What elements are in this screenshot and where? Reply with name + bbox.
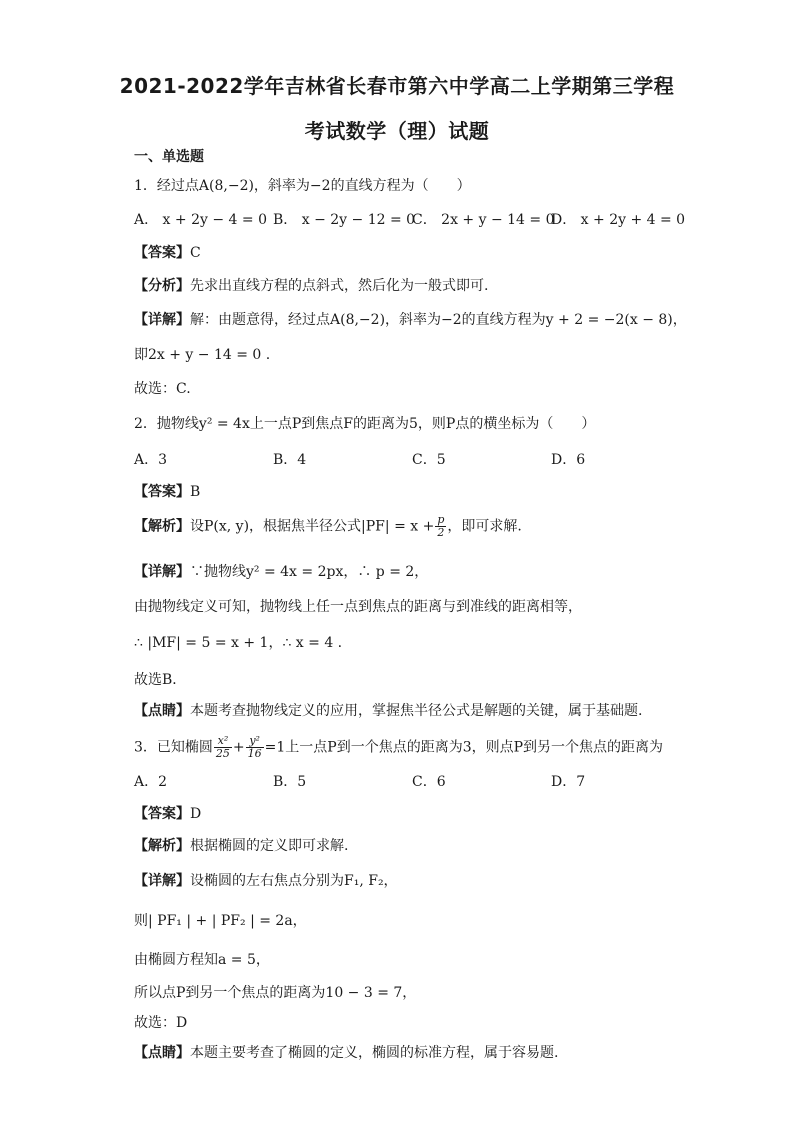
q1-stem: 1．经过点A(8,−2)，斜率为−2的直线方程为（ ） — [134, 178, 471, 194]
q1-option-d: D． x + 2y + 4 = 0 — [551, 212, 686, 228]
fraction-denominator: 16 — [247, 747, 262, 760]
answer-tag: 【答案】 — [134, 484, 190, 500]
comment-tag: 【点睛】 — [134, 703, 190, 719]
fraction-denominator: 2 — [437, 526, 445, 539]
q3-detail-2: 则| PF₁ | + | PF₂ | = 2a， — [134, 913, 307, 929]
analysis-text: 根据椭圆的定义即可求解. — [190, 838, 349, 854]
answer-tag: 【答案】 — [134, 806, 190, 822]
title-line-1: 2021-2022学年吉林省长春市第六中学高二上学期第三学程 — [119, 74, 675, 98]
q3-stem-post: =1上一点P到一个焦点的距离为3，则点P到另一个焦点的距离为 — [264, 739, 664, 756]
answer-tag: 【答案】 — [134, 245, 190, 261]
q2-option-b: B．4 — [273, 452, 307, 468]
comment-tag: 【点睛】 — [134, 1045, 190, 1061]
q2-analysis — [134, 514, 694, 539]
q2-stem: 2．抛物线y² = 4x上一点P到焦点F的距离为5，则P点的横坐标为（ ） — [134, 416, 596, 432]
plus-sign: + — [232, 739, 245, 756]
q3-detail-3: 由椭圆方程知a = 5， — [134, 952, 270, 968]
fraction-numerator: y² — [246, 735, 264, 748]
q1-choice: 故选：C. — [134, 381, 191, 397]
q3-choice: 故选：D — [134, 1015, 188, 1031]
q2-choice: 故选B． — [134, 672, 187, 688]
detail-text: ∵抛物线y² = 4x = 2px，∴ p = 2， — [190, 564, 429, 580]
answer-value: D — [190, 806, 202, 822]
q3-option-d: D．7 — [551, 774, 586, 790]
analysis-tag: 【解析】 — [134, 838, 190, 854]
title-line-2: 考试数学（理）试题 — [304, 119, 490, 143]
q2-detail-1 — [134, 562, 694, 582]
fraction-p-over-2 — [435, 514, 446, 539]
q3-comment — [134, 1043, 694, 1063]
detail-text: 解：由题意得，经过点A(8,−2)，斜率为−2的直线方程为y + 2 = −2(x − 8)， — [190, 312, 687, 328]
analysis-tag: 【分析】 — [134, 278, 190, 294]
detail-tag: 【详解】 — [134, 873, 190, 889]
q1-detail-2: 即2x + y − 14 = 0 . — [134, 347, 271, 363]
answer-value: B — [190, 484, 201, 500]
q1-option-c: C． 2x + y − 14 = 0 — [412, 212, 555, 228]
q3-analysis — [134, 836, 694, 856]
comment-text: 本题考查抛物线定义的应用，掌握焦半径公式是解题的关键，属于基础题. — [190, 703, 643, 719]
analysis-text-post: ，即可求解. — [447, 518, 522, 535]
analysis-tag: 【解析】 — [134, 518, 190, 535]
fraction-x2-over-25 — [214, 735, 232, 760]
q1-answer — [134, 243, 694, 263]
detail-tag: 【详解】 — [134, 312, 190, 328]
q3-option-a: A．2 — [134, 774, 168, 790]
q3-stem-pre: 3．已知椭圆 — [134, 739, 213, 756]
comment-text: 本题主要考查了椭圆的定义，椭圆的标准方程，属于容易题. — [190, 1045, 559, 1061]
q2-detail-2: 由抛物线定义可知，抛物线上任一点到焦点的距离与到准线的距离相等， — [134, 599, 582, 615]
q2-option-d: D．6 — [551, 452, 586, 468]
q1-detail-1 — [134, 310, 694, 330]
detail-tag: 【详解】 — [134, 564, 190, 580]
q2-option-a: A．3 — [134, 452, 168, 468]
q3-answer — [134, 804, 694, 824]
q2-comment — [134, 701, 694, 721]
q1-option-b: B． x − 2y − 12 = 0 — [273, 212, 416, 228]
fraction-numerator: x² — [214, 735, 232, 748]
fraction-denominator: 25 — [215, 747, 230, 760]
q3-option-b: B．5 — [273, 774, 307, 790]
fraction-numerator: p — [437, 513, 445, 526]
q3-detail-1 — [134, 871, 694, 891]
q3-option-c: C．6 — [412, 774, 446, 790]
fraction-y2-over-16 — [246, 735, 264, 760]
q2-answer — [134, 482, 694, 502]
q1-analysis — [134, 276, 694, 296]
answer-value: C — [190, 245, 201, 261]
q3-detail-4: 所以点P到另一个焦点的距离为10 − 3 = 7， — [134, 985, 417, 1001]
q2-option-c: C．5 — [412, 452, 446, 468]
q1-option-a: A． x + 2y − 4 = 0 — [134, 212, 267, 228]
section-heading: 一、单选题 — [134, 149, 204, 165]
q2-detail-3: ∴ |MF| = 5 = x + 1，∴ x = 4 . — [134, 635, 343, 651]
analysis-text-pre: 设P(x, y)，根据焦半径公式|PF| = x + — [190, 518, 435, 535]
analysis-text: 先求出直线方程的点斜式，然后化为一般式即可. — [190, 278, 489, 294]
q3-stem — [134, 735, 694, 760]
detail-text: 设椭圆的左右焦点分别为F₁, F₂， — [190, 873, 398, 889]
